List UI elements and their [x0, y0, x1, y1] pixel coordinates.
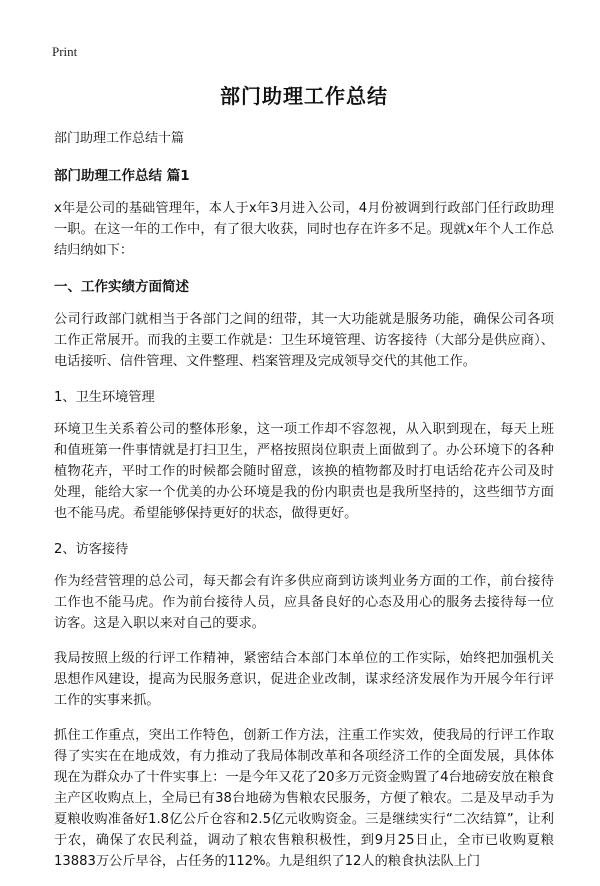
document-page [54, 80, 554, 886]
item1-paragraph: 环境卫生关系着公司的整体形象，这一项工作却不容忽视，从入职到现在，每天上班和值班第一件事情就是打扫卫生，严格按照岗位职责上面做到了。办公环境下的各种植物花卉，平时工作的时候都会随时留意，该换的植物都及时打电话给花卉公司及时处理，能给大家一个优美的办公环境是我的份内职责也是我所坚持的，这些细节方面也不能马虎。希望能够保持更好的状态，做得更好。 [54, 422, 554, 521]
paragraph-a: 我局按照上级的行评工作精神，紧密结合本部门本单位的工作实际，始终把加强机关思想作风建设，提高为民服务意识，促进企业改制，谋求经济发展作为开展今年行评工作的实事来抓。 [54, 651, 554, 708]
document-title: 部门助理工作总结 [220, 84, 388, 108]
document-subtitle: 部门助理工作总结十篇 [54, 131, 185, 146]
section1-heading: 一、工作实绩方面简述 [54, 279, 189, 295]
intro-paragraph: x年是公司的基础管理年，本人于x年3月进入公司，4月份被调到行政部门任行政助理一职。在这一年的工作中，有了很大收获，同时也存在许多不足。现就x年个人工作总结归纳如下： [54, 201, 554, 258]
item2-heading: 2、访客接待 [54, 542, 129, 557]
section1-paragraph: 公司行政部门就相当于各部门之间的纽带，其一大功能就是服务功能，确保公司各项工作正常展开。而我的主要工作就是：卫生环境管理、访客接待（大部分是供应商）、电话接听、信件管理、文件整理、档案管理及完成领导交代的其他工作。 [54, 312, 554, 369]
article-heading: 部门助理工作总结 篇1 [54, 168, 190, 184]
item1-heading: 1、卫生环境管理 [54, 390, 155, 405]
print-label[interactable]: Print [52, 44, 78, 59]
paragraph-b: 抓住工作重点，突出工作特色，创新工作方法，注重工作实效，使我局的行评工作取得了实实在在地成效，有力推动了我局体制改革和各项经济工作的全面发展，具体体现在为群众办了十件实事上：一是今年又花了20多万元资金购置了4台地磅安放在粮食主产区收购点上，全局已有38台地磅为售粮农民服务，方便了粮农。二是及早动手为夏粮收购准备好1.8亿公斤仓容和2.5亿元收购资金。三是继续实行“二次结算”，让利于农，确保了农民利益，调动了粮农售粮积极性，到9月25日止，全市已收购夏粮13883万公斤早谷，占任务的112%。九是组织了12人的粮食执法队上门 [54, 728, 554, 869]
item2-paragraph: 作为经营管理的总公司，每天都会有许多供应商到访谈判业务方面的工作，前台接待工作也不能马虎。作为前台接待人员，应具备良好的心态及用心的服务去接待每一位访客。这是入职以来对自己的要求。 [54, 574, 554, 631]
